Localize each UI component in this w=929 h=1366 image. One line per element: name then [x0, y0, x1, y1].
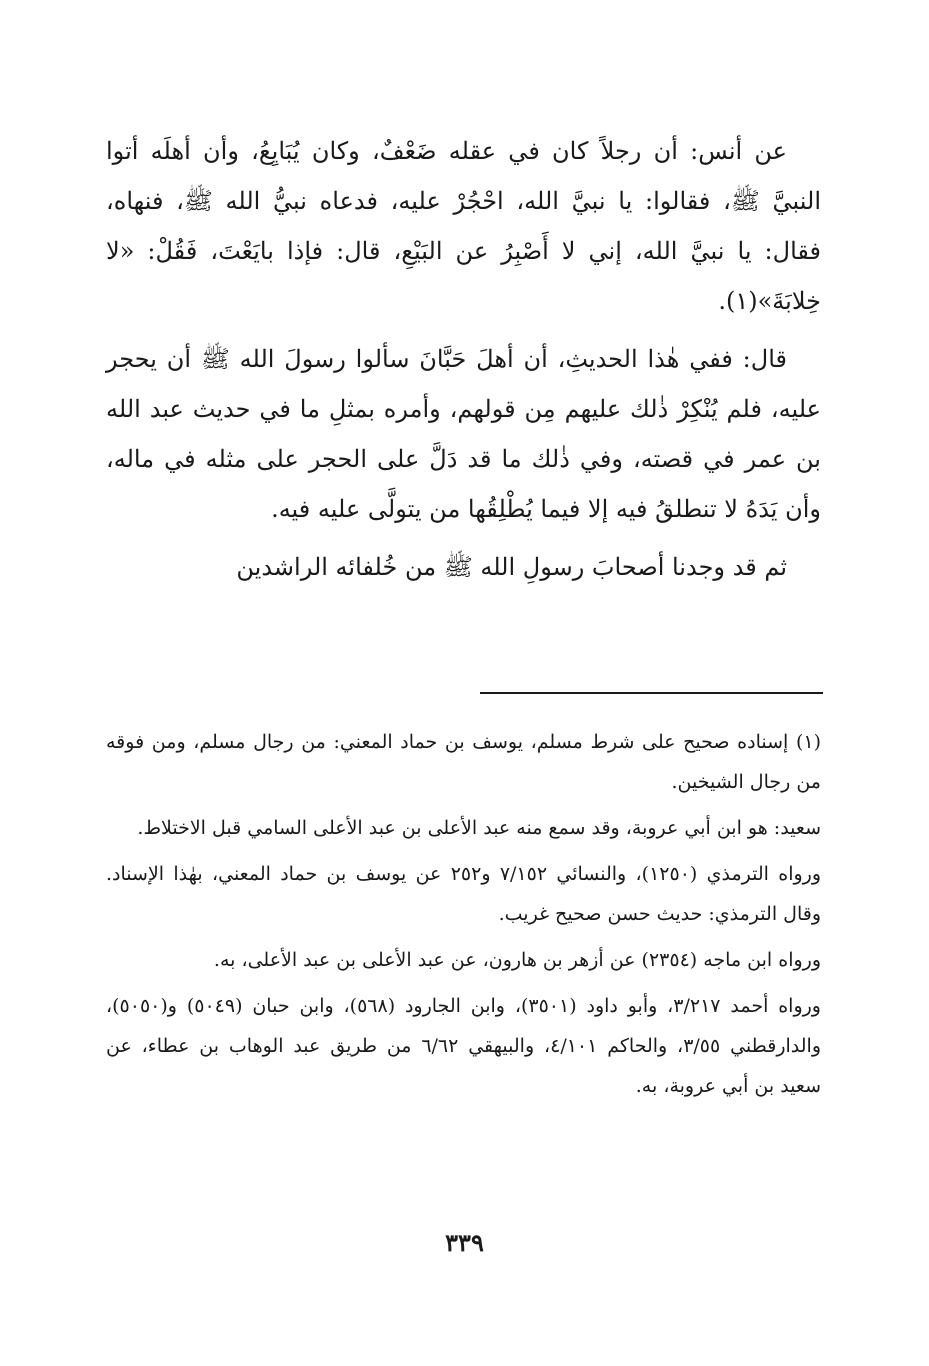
footnote-item: (١) إسناده صحيح على شرط مسلم، يوسف بن حماد المعني: من رجال مسلم، ومن فوقه من رجال الشيخين. — [106, 731, 821, 793]
page-number: ٣٣٩ — [445, 1228, 484, 1257]
paragraph-hadith: عن أنس: أن رجلاً كان في عقله ضَعْفٌ، وكان يُبَايِعُ، وأن أهلَه أتوا النبيَّ ﷺ، فقالوا: يا نبيَّ الله، احْجُرْ عليه، فدعاه نبيُّ الله ﷺ، فنهاه، فقال: يا نبيَّ الله، إني لا أَصْبِرُ عن البَيْعِ، قال: فإذا بايَعْتَ، فَقُلْ: «لا خِلابَةَ»(١). — [106, 137, 821, 315]
footnote-item: ورواه الترمذي (١٢٥٠)، والنسائي ٧/١٥٢ و٢٥٢ عن يوسف بن حماد المعني، بهٰذا الإسناد. وقال الترمذي: حديث حسن صحيح غريب. — [106, 863, 822, 925]
footnote-item: ورواه ابن ماجه (٢٣٥٤) عن أزهر بن هارون، عن عبد الأعلى بن عبد الأعلى، به. — [213, 949, 821, 971]
footnote-item: ورواه أحمد ٣/٢١٧، وأبو داود (٣٥٠١)، وابن الجارود (٥٦٨)، وابن حبان (٥٠٤٩) و(٥٠٥٠)، والدارقطني ٣/٥٥، والحاكم ٤/١٠١، والبيهقي ٦/٦٢ من طريق عبد الوهاب بن عطاء، عن سعيد بن أبي عروبة، به. — [106, 995, 821, 1097]
paragraph-commentary: قال: ففي هٰذا الحديثِ، أن أهلَ حَبَّانَ سألوا رسولَ الله ﷺ أن يحجر عليه، فلم يُنْكِرْ ذٰلك عليهم مِن قولهم، وأمره بمثلِ ما في حديث عبد الله بن عمر في قصته، وفي ذٰلك ما قد دَلَّ على الحجر على مثله في ماله، وأن يَدَهُ لا تنطلقُ فيه إلا فيما يُطْلِقُها من يتولَّى عليه فيه. — [106, 345, 821, 523]
footnote-separator — [480, 692, 823, 694]
footnote-item: سعيد: هو ابن أبي عروبة، وقد سمع منه عبد الأعلى بن عبد الأعلى السامي قبل الاختلاط. — [137, 817, 821, 839]
paragraph-continuation: ثم قد وجدنا أصحابَ رسولِ الله ﷺ من خُلفائه الراشدين — [236, 553, 787, 581]
main-text-body — [106, 126, 821, 592]
footnotes-section — [106, 722, 821, 1112]
